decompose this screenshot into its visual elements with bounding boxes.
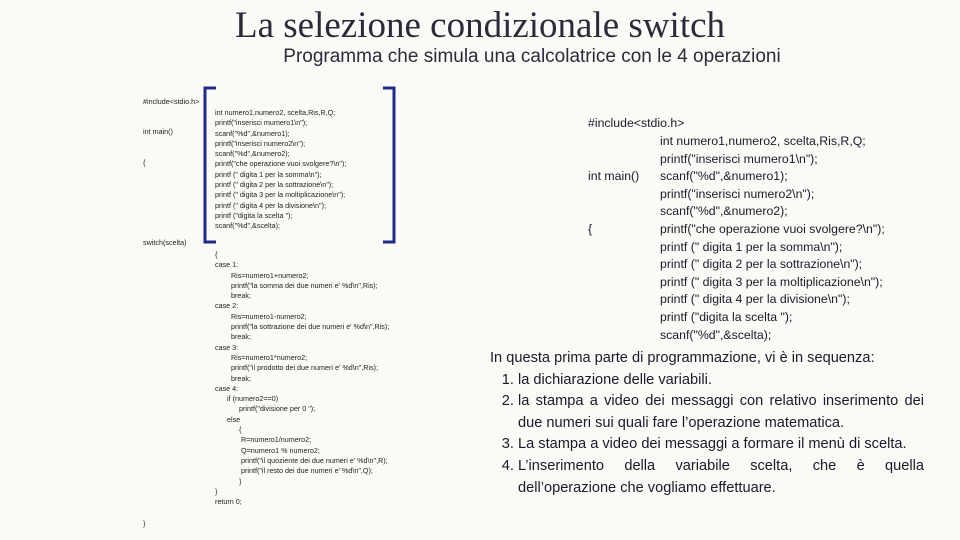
code-line: printf (" digita 3 per la moltiplicazione\n");	[215, 190, 346, 200]
code-line: scanf("%d",&numero2);	[660, 204, 788, 219]
code-line: scanf("%d",&scelta);	[660, 327, 772, 342]
code-line: printf("inserisci mumero1\n");	[660, 151, 818, 166]
code-line: int numero1,numero2, scelta,Ris,R,Q;	[660, 134, 866, 148]
code-line: break;	[215, 373, 251, 383]
code-line: printf ("digita la scelta ");	[660, 309, 793, 324]
explanation-item: 2. la stampa a video dei messaggi con relativo inserimento dei due numeri sui quali fare l’operazione matematica.	[518, 391, 924, 434]
code-line: printf("la somma dei due numeri e' %d\n",Ris);	[215, 280, 378, 290]
code-line: {	[143, 158, 146, 168]
code-line: R=numero1/numero2;	[215, 435, 312, 445]
code-line: scanf("%d",&scelta);	[215, 221, 281, 231]
code-line: printf("inserisci mumero1\n");	[215, 118, 308, 128]
code-line: Q=numero1 % numero2;	[215, 445, 320, 455]
code-line: case 2:	[215, 301, 239, 311]
code-line: break;	[215, 332, 251, 342]
code-line: printf("la sottrazione dei due numeri e' %d\n",Ris);	[215, 322, 390, 332]
code-line: printf (" digita 1 per la somma\n");	[660, 239, 843, 254]
explanation-item: 3. La stampa a video dei messaggi a formare il menù di scelta.	[518, 434, 924, 456]
explanation-intro: In questa prima parte di programmazione, vi è in sequenza:	[490, 350, 875, 366]
explanation-list	[490, 370, 924, 500]
code-line: printf("il prodotto dei due numeri e' %d\n",Ris);	[215, 363, 379, 373]
slide-title: La selezione condizionale switch	[234, 5, 726, 46]
code-line: printf("inserisci numero2\n");	[660, 186, 815, 201]
big-code-declarations	[660, 133, 885, 344]
code-line: printf("il resto dei due numeri e' %d\n",Q);	[215, 466, 373, 476]
code-line: printf("che operazione vuoi svolgere?\n");	[215, 159, 347, 169]
code-line: int main()	[588, 168, 640, 183]
slide-subtitle: Programma che simula una calcolatrice con le 4 operazioni	[283, 46, 781, 67]
code-line: printf (" digita 4 per la divisione\n");	[660, 292, 850, 307]
code-line: printf ("digita la scelta ");	[215, 210, 293, 220]
code-line: #include<stdio.h>	[143, 96, 200, 106]
code-line: case 1:	[215, 260, 239, 270]
code-line: #include<stdio.h>	[588, 116, 685, 131]
code-line: int main()	[143, 127, 173, 137]
code-line: {	[215, 425, 242, 435]
code-line: printf (" digita 4 per la divisione\n");	[215, 200, 326, 210]
explanation-text	[490, 348, 924, 499]
code-line: return 0;	[215, 497, 242, 507]
code-line: printf("il quoziente dei due numeri e' %d\n",R);	[215, 455, 388, 465]
code-line: }	[215, 476, 242, 486]
code-line: }	[215, 486, 218, 496]
bracket-left	[205, 88, 216, 242]
explanation-item: 4. L’inserimento della variabile scelta, che è quella dell’operazione che vogliamo effettuare.	[518, 456, 924, 499]
code-line: break;	[215, 291, 251, 301]
code-line: printf (" digita 2 per la sottrazione\n");	[215, 180, 334, 190]
small-code-closing: }	[143, 519, 146, 528]
small-code-switch: switch(scelta)	[143, 238, 187, 247]
code-line: else	[215, 414, 241, 424]
code-line: printf("inserisci numero2\n");	[215, 138, 306, 148]
code-line: scanf("%d",&numero1);	[660, 169, 788, 184]
bracket-right	[383, 88, 394, 242]
code-line: case 4:	[215, 383, 239, 393]
code-line: printf("che operazione vuoi svolgere?\n");	[660, 221, 885, 236]
code-line: {	[215, 250, 218, 259]
code-line: printf (" digita 3 per la moltiplicazione\n");	[660, 274, 883, 289]
code-line: int numero1,numero2, scelta,Ris,R,Q;	[215, 108, 336, 117]
code-line: {	[588, 221, 593, 236]
code-line: Ris=numero1*numero2;	[215, 352, 308, 362]
code-line: printf (" digita 2 per la sottrazione\n");	[660, 257, 863, 272]
code-line: printf (" digita 1 per la somma\n");	[215, 169, 322, 179]
code-line: scanf("%d",&numero2);	[215, 149, 290, 159]
code-line: Ris=numero1+numero2;	[215, 270, 309, 280]
code-line: case 3:	[215, 342, 239, 352]
code-line: if (numero2==0)	[215, 394, 279, 404]
code-line: Ris=numero1-numero2;	[215, 311, 307, 321]
code-line: scanf("%d",&numero1);	[215, 128, 290, 138]
explanation-item: 1. la dichiarazione delle variabili.	[518, 370, 924, 392]
code-line: printf("divisione per 0 ");	[215, 404, 316, 414]
